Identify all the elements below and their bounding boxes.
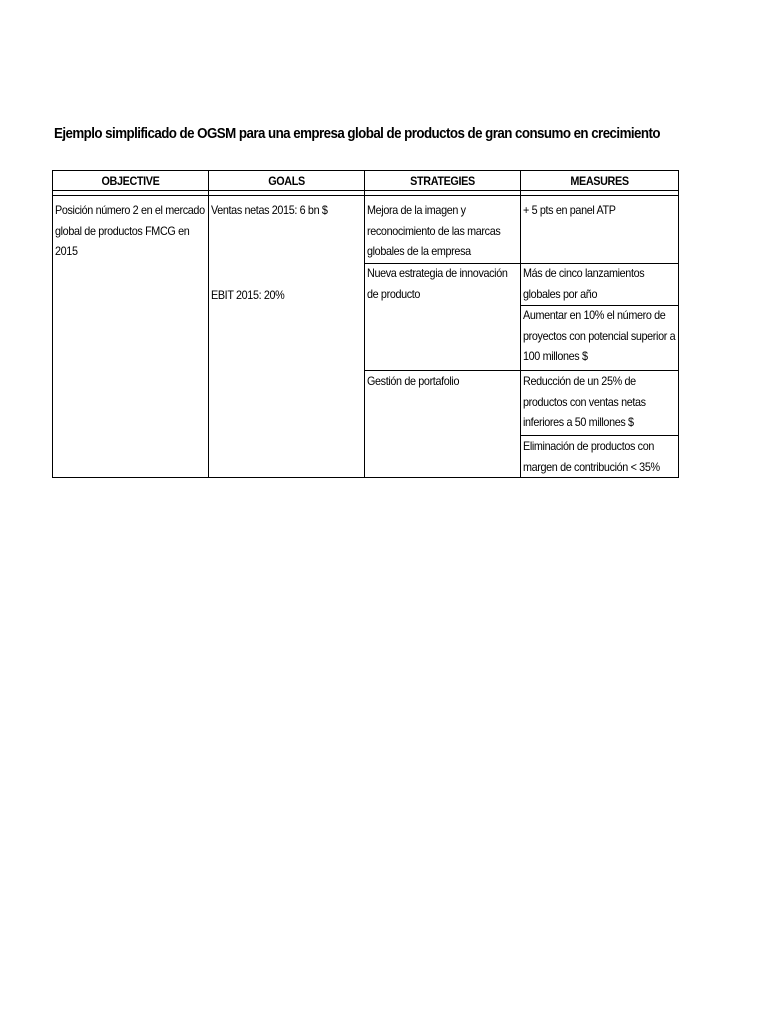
page-title: Ejemplo simplificado de OGSM para una empresa global de productos de gran consumo en crecimiento	[54, 126, 661, 142]
goal-cell-1: Ventas netas 2015: 6 bn $	[211, 203, 328, 217]
header-strategies: STRATEGIES	[410, 174, 475, 188]
header-measures: MEASURES	[570, 174, 629, 188]
measure-cell-1: + 5 pts en panel ATP	[523, 203, 616, 217]
table-border-right	[678, 170, 679, 478]
goal-cell-2: EBIT 2015: 20%	[211, 288, 285, 302]
table-border-top	[52, 170, 679, 171]
table-border-bottom	[52, 477, 679, 478]
measure-cell-4: Reducción de un 25% de productos con ventas netas inferiores a 50 millones $	[523, 374, 646, 429]
header-divider-1	[52, 190, 679, 191]
strategy-cell-3: Gestión de portafolio	[367, 374, 460, 388]
measure-cell-2: Más de cinco lanzamientos globales por año	[523, 266, 645, 301]
objective-cell: Posición número 2 en el mercado global de productos FMCG en 2015	[55, 203, 205, 258]
strategy-cell-1: Mejora de la imagen y reconocimiento de las marcas globales de la empresa	[367, 203, 501, 258]
measure-cell-3: Aumentar en 10% el número de proyectos con potencial superior a 100 millones $	[523, 308, 676, 363]
measure-cell-5: Eliminación de productos con margen de contribución < 35%	[523, 439, 660, 474]
header-divider-2	[52, 195, 679, 196]
strategy-cell-2: Nueva estrategia de innovación de producto	[367, 266, 508, 301]
header-objective: OBJECTIVE	[101, 174, 160, 188]
header-goals: GOALS	[268, 174, 305, 188]
